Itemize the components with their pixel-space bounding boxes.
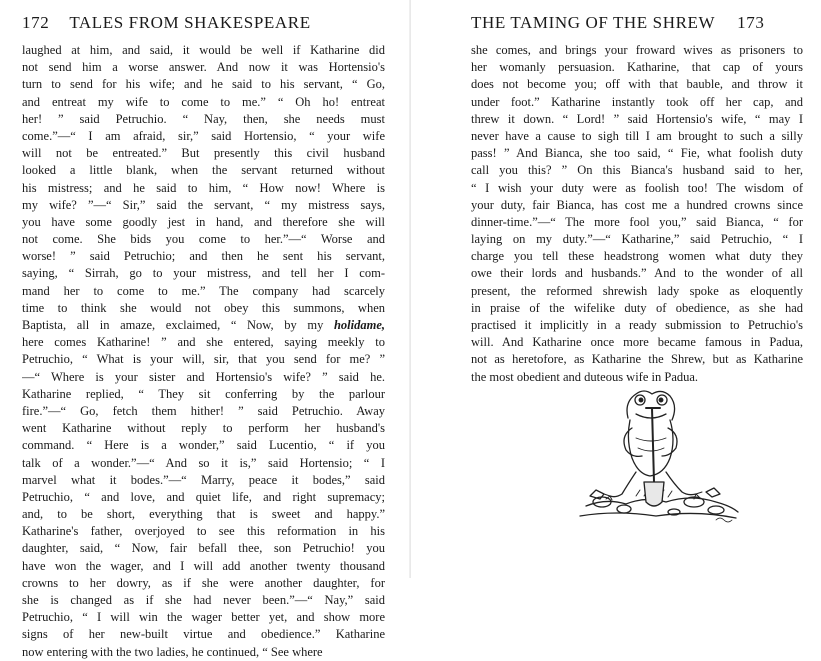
left-text-line: Baptista, all in amaze, exclaimed, “ Now, by my holidame, bbox=[22, 318, 385, 332]
right-text-line: dinner-time.”—“ The more fool you,” said Bianca, “ for bbox=[471, 214, 803, 229]
right-page-number: 173 bbox=[737, 13, 765, 32]
right-text-line: under foot.” Katharine instantly took off her cap, and bbox=[471, 94, 803, 109]
left-text-line: she is changed as if she had never been.”—“ Nay,” said bbox=[22, 593, 385, 607]
left-text-line: his mistress; and he said to him, “ How now! Where is bbox=[22, 180, 385, 195]
right-text-line: not as heretofore, as Katharine the Shrew, but as Katharine bbox=[471, 352, 803, 367]
left-text-line: and, to be short, everything that is sweet and happy.” bbox=[22, 507, 385, 522]
right-text-line: owe their lords and husbands.” And to the wonder of all bbox=[471, 266, 803, 281]
left-text-line: turn to send for his wife; and he said to his servant, “ Go, bbox=[22, 77, 385, 92]
right-text-line: she comes, and brings your froward wives as prisoners to bbox=[471, 43, 803, 57]
left-text-line: time to think she would not obey this summons, when bbox=[22, 300, 385, 315]
left-text-line: not come. She bids you come to her.”—“ Worse and bbox=[22, 232, 385, 247]
frog-with-spade-illustration bbox=[566, 378, 746, 528]
left-page-number: 172 bbox=[22, 13, 50, 32]
left-text-line: crowns to her dowry, as if she were another daughter, for bbox=[22, 575, 385, 590]
left-text-line: now entering with the two ladies, he continued, “ See where bbox=[22, 644, 323, 659]
right-text-line: never have a cause to sigh till I am brought to such a silly bbox=[471, 128, 803, 143]
left-text-line: saying, “ Sirrah, go to your mistress, and tell her I com- bbox=[22, 266, 385, 281]
emphasis-word: holidame, bbox=[333, 318, 385, 332]
left-text-line: fire.”—“ Go, fetch them hither! ” said Petruchio. Away bbox=[22, 403, 385, 418]
left-text-line: laughed at him, and said, it would be well if Katharine did bbox=[22, 43, 385, 57]
left-page-body bbox=[22, 42, 385, 661]
left-text-line: worse! ” said Petruchio; and then he sent his servant, bbox=[22, 249, 385, 264]
right-running-head bbox=[471, 13, 764, 35]
left-text-line: mand her to come to me.” The company had scarcely bbox=[22, 283, 385, 298]
left-text-line: my wife? ”—“ Sir,” said the servant, “ my mistress says, bbox=[22, 197, 385, 212]
right-page-body bbox=[471, 42, 803, 386]
left-running-title: TALES FROM SHAKESPEARE bbox=[69, 13, 311, 32]
left-page bbox=[0, 0, 410, 659]
right-text-line: will. And Katharine once more became famous in Padua, bbox=[471, 335, 803, 350]
right-text-line: “ I wish your duty were as foolish too! The wisdom of bbox=[471, 180, 803, 195]
left-text-line: Petruchio, “ and love, and quiet life, and right supremacy; bbox=[22, 489, 385, 504]
left-text-line: —“ Where is your sister and Hortensio's wife? ” said he. bbox=[22, 369, 385, 384]
right-text-line: charge you tell these headstrong women what duty they bbox=[471, 249, 803, 264]
left-text-line: daughter, said, “ Now, fair befall thee, son Petruchio! you bbox=[22, 541, 385, 556]
left-text-line: not send him a worse answer. And now it was Hortensio's bbox=[22, 60, 385, 75]
left-text-line: will not be entreated.” But presently this civil husband bbox=[22, 146, 385, 161]
left-text-line: went Katharine without reply to perform her husband's bbox=[22, 421, 385, 436]
left-running-head bbox=[22, 13, 311, 35]
left-text-line: Katharine's father, overjoyed to see this reformation in his bbox=[22, 524, 385, 539]
right-text-line: present, the reformed shrewish lady spoke as eloquently bbox=[471, 283, 803, 298]
left-text-line: Petruchio, “ I will win the wager better yet, and show more bbox=[22, 610, 385, 625]
left-text-line: signs of her new-built virtue and obedience.” Katharine bbox=[22, 627, 385, 642]
left-text-line: marvel what it bodes.”—“ Marry, peace it bodes,” said bbox=[22, 472, 385, 487]
right-text-line: the most obedient and duteous wife in Padua. bbox=[471, 369, 699, 384]
left-text-line: talk of a wonder.”—“ And so it is,” said Hortensio; “ I bbox=[22, 455, 385, 470]
right-text-line: does not become you; off with that bauble, and throw it bbox=[471, 77, 803, 92]
left-text-line: come.”—“ I am afraid, sir,” said Hortensio, “ your wife bbox=[22, 128, 385, 143]
left-text-line: Petruchio, “ What is your will, sir, that you send for me? ” bbox=[22, 352, 385, 367]
left-text-line: looked a little blank, when the servant returned without bbox=[22, 163, 385, 178]
right-text-line: pass! ” And Bianca, she too said, “ Fie, what foolish duty bbox=[471, 146, 803, 161]
left-text-line: her! ” said Petruchio. “ Nay, then, she needs must bbox=[22, 111, 385, 126]
left-text-line: you have some goodly jest in hand, and therefore she will bbox=[22, 214, 385, 229]
right-text-line: in praise of the wifelike duty of obedience, as she had bbox=[471, 300, 803, 315]
right-text-line: threw it down. “ Lord! ” said Hortensio's wife, “ may I bbox=[471, 111, 803, 126]
right-text-line: her womanly persuasion. Katharine, that cap of yours bbox=[471, 60, 803, 75]
left-text-line: command. “ Here is a wonder,” said Lucentio, “ if you bbox=[22, 438, 385, 453]
right-text-line: your duty, fair Bianca, has cost me a hundred crowns since bbox=[471, 197, 803, 212]
left-text-line: and entreat my wife to come to me.” “ Oh ho! entreat bbox=[22, 94, 385, 109]
left-text-line: here comes Katharine! ” and she entered, saying meekly to bbox=[22, 335, 385, 350]
left-text-line: have won the wager, and I will add another twenty thousand bbox=[22, 558, 385, 573]
right-text-line: laying on my duty.”—“ Katharine,” said Petruchio, “ I bbox=[471, 232, 803, 247]
right-text-line: practised it implicitly in a ready submission to Petruchio's bbox=[471, 318, 803, 332]
left-text-line: Katharine replied, “ They sit conferring by the parlour bbox=[22, 386, 385, 401]
right-text-line: call you this? ” On this Bianca's husband said to her, bbox=[471, 163, 803, 178]
right-running-title: THE TAMING OF THE SHREW bbox=[471, 13, 716, 32]
